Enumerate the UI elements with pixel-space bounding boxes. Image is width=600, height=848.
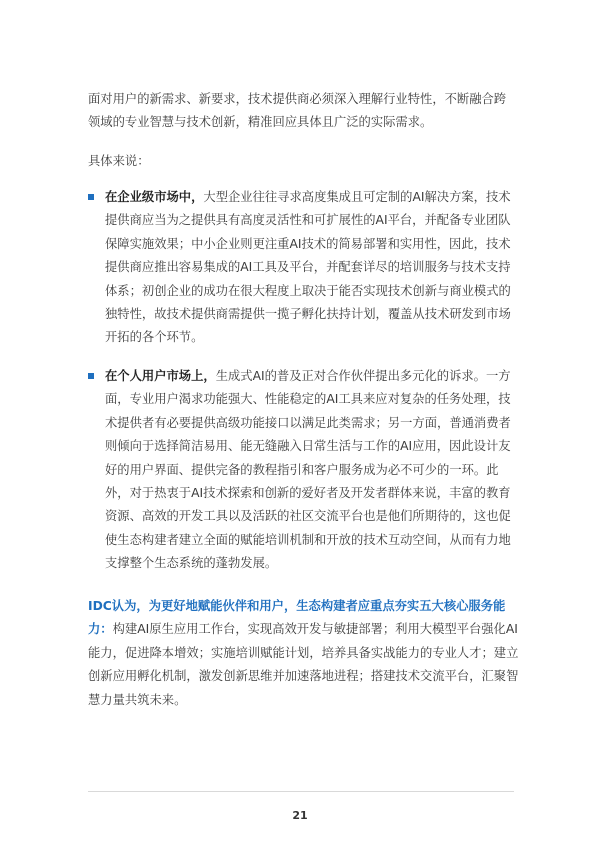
specifically-label: 具体来说： bbox=[88, 154, 150, 168]
bullet-text bbox=[105, 365, 519, 576]
idc-body: 构建AI原生应用工作台，实现高效开发与敏捷部署；利用大模型平台强化AI能力，促进降本增效；实施培训赋能计划，培养具备实战能力的专业人才；建立创新应用孵化机制，激发创新思维并加速落地进程；搭建技术交流平台，汇聚智慧力量共筑未来。 bbox=[88, 622, 519, 707]
bullet-body: 大型企业往往寻求高度集成且可定制的AI解决方案，技术提供商应当为之提供具有高度灵活性和可扩展性的AI平台，并配备专业团队保障实施效果；中小企业则更注重AI技术的简易部署和实用性，因此，技术提供商应推出容易集成的AI工具及平台，并配套详尽的培训服务与技术支持体系；初创企业的成功在很大程度上取决于能否实现技术创新与商业模式的独特性，故技术提供商需提供一揽子孵化扶持计划，覆盖从技术研发到市场开拓的各个环节。 bbox=[105, 190, 511, 345]
bullet-text bbox=[105, 186, 519, 350]
intro-paragraph: 面对用户的新需求、新要求，技术提供商必须深入理解行业特性，不断融合跨领域的专业智慧与技术创新，精准回应具体且广泛的实际需求。 bbox=[88, 92, 507, 130]
bullet-body: 生成式AI的普及正对合作伙伴提出多元化的诉求。一方面，专业用户渴求功能强大、性能稳定的AI工具来应对复杂的任务处理，技术提供者有必要提供高级功能接口以满足此类需求；另一方面，普通消费者则倾向于选择简洁易用、能无缝融入日常生活与工作的AI应用，因此设计友好的用户界面、提供完备的教程指引和客户服务成为必不可少的一环。此外，对于热衷于AI技术探索和创新的爱好者及开发者群体来说，丰富的教育资源、高效的开发工具以及活跃的社区交流平台也是他们所期待的，这也促使生态构建者建立全面的赋能培训机制和开放的技术互动空间，从而有力地支撑整个生态系统的蓬勃发展。 bbox=[105, 369, 511, 571]
footer-divider bbox=[88, 791, 514, 792]
bullet-lead: 在企业级市场中， bbox=[105, 190, 204, 204]
square-bullet-icon bbox=[88, 373, 94, 379]
idc-conclusion-paragraph bbox=[88, 595, 520, 712]
square-bullet-icon bbox=[88, 194, 94, 200]
idc-highlight: IDC认为，为更好地赋能伙伴和用户，生态构建者应重点夯实五大核心服务能力： bbox=[88, 599, 506, 637]
bullet-lead: 在个人用户市场上， bbox=[105, 369, 216, 383]
page-number: 21 bbox=[292, 809, 308, 822]
